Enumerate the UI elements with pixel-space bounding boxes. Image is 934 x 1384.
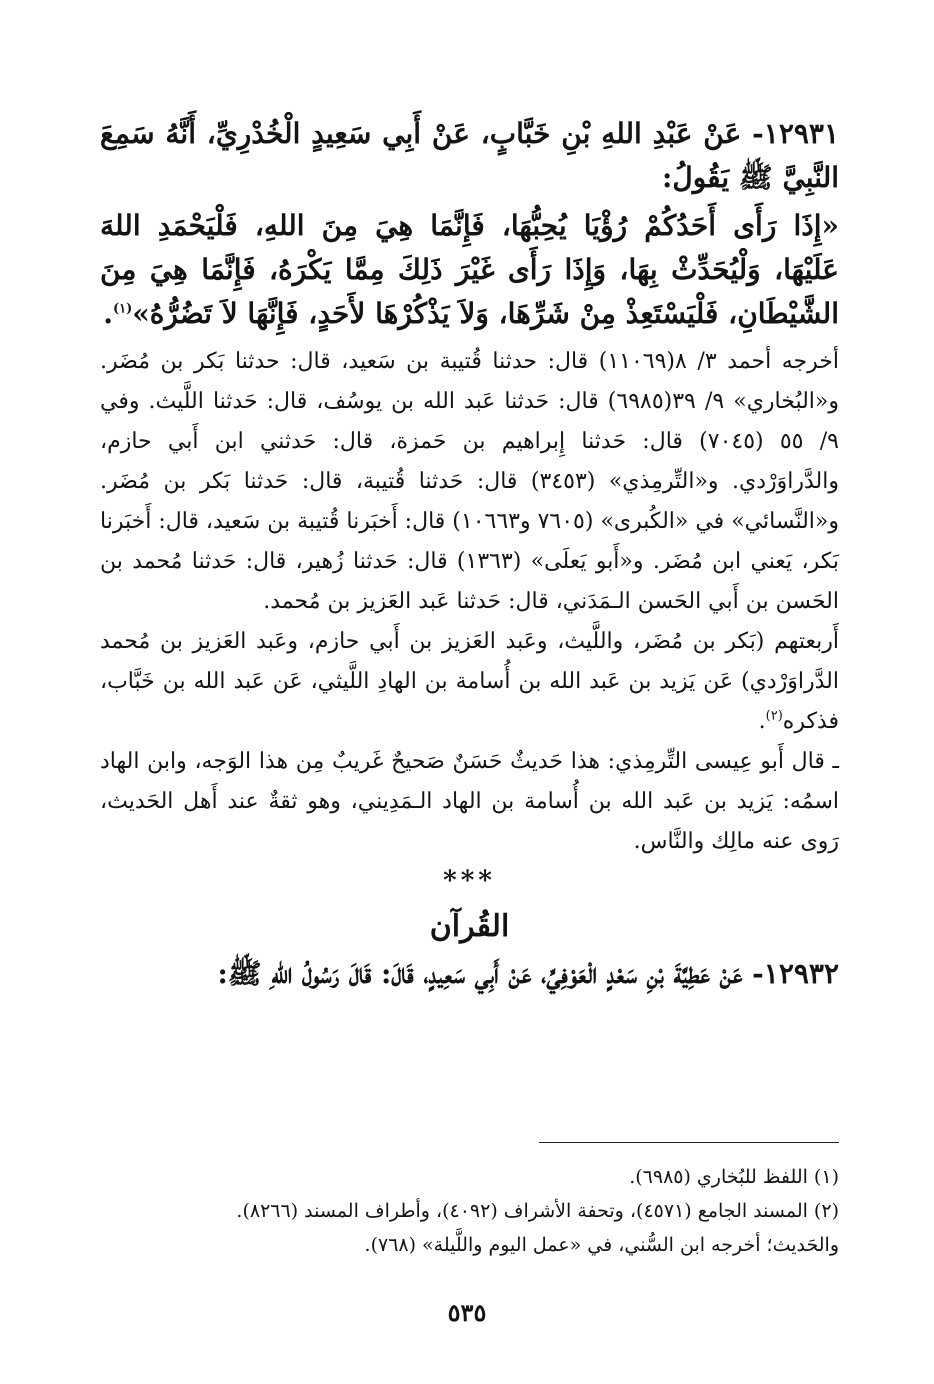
hadith-intro: ١٢٩٣١- عَنْ عَبْدِ اللهِ بْنِ خَبَّابٍ، عَنْ أَبِي سَعِيدٍ الْخُدْرِيِّ، أَنَّهُ سَمِعَ النَّبِيَّ ﷺ يَقُولُ: <box>100 117 839 194</box>
footnote-2-continued: والحَديث؛ أخرجه ابن السُّني، في «عمل اليوم واللَّيلة» (٧٦٨). <box>364 1234 839 1256</box>
page-body <box>100 112 839 996</box>
footnote-marker[interactable]: (٢) <box>765 708 783 724</box>
isnad-end: . <box>758 709 766 734</box>
hadith-matn <box>100 204 839 336</box>
footnote-2: (٢) المسند الجامع (٤٥٧١)، وتحفة الأشراف (٤٠٩٢)، وأطراف المسند (٨٢٦٦). <box>236 1200 839 1222</box>
footnotes <box>100 1160 839 1262</box>
footnote-1: (١) اللفظ للبُخاري (٦٩٨٥). <box>629 1166 839 1188</box>
matn-text: «إِذَا رَأَى أَحَدُكُمْ رُؤْيَا يُحِبُّهَا، فَإِنَّمَا هِيَ مِنَ اللهِ، فَلْيَحْمَدِ اللهَ عَلَيْهَا، وَلْيُحَدِّثْ بِهَا، وَإِذَا رَأَى غَيْرَ ذَلِكَ مِمَّا يَكْرَهُ، فَإِنَّمَا هِيَ مِنَ الشَّيْطَانِ، فَلْيَسْتَعِذْ مِنْ شَرِّهَا، وَلاَ يَذْكُرْهَا لأَحَدٍ، فَإِنَّهَا لاَ تَضُرُّهُ» <box>100 209 840 330</box>
section-separator: *** <box>443 866 496 896</box>
takhrij-paragraph: أخرجه أحمد ٣/ ٨(١١٠٦٩) قال: حدثنا قُتيبة بن سَعيد، قال: حدثنا بَكر بن مُضَر. و«البُخاري» ٩/ ٣٩(٦٩٨٥) قال: حَدثنا عَبد الله بن يوسُف، قال: حَدثنا اللَّيث. وفي ٩/ ٥٥ (٧٠٤٥) قال: حَدثنا إِبراهيم بن حَمزة، قال: حَدثني ابن أَبي حازم، والدَّراوَرْدي. و«التِّرمِذي» (٣٤٥٣) قال: حَدثنا قُتيبة، قال: حَدثنا بَكر بن مُضَر. و«النَّسائي» في «الكُبرى» (٧٦٠٥ و١٠٦٦٣) قال: أَخبَرنا قُتيبة بن سَعيد، قال: أَخبَرنا بَكر، يَعني ابن مُضَر. و«أَبو يَعلَى» (١٣٦٣) قال: حَدثنا زُهير، قال: حَدثنا مُحمد بن الحَسن بن أَبي الحَسن الـمَدَني، قال: حَدثنا عَبد العَزيز بن مُحمد. <box>100 349 839 614</box>
isnad-text: أَربعتهم (بَكر بن مُضَر، واللَّيث، وعَبد العَزيز بن أَبي حازم، وعَبد العَزيز بن مُحمد الدَّراوَرْدي) عَن يَزيد بن عَبد الله بن أُسامة بن الهادِ اللَّيثي، عَن عَبد الله بن خَبَّاب، فذكره <box>100 629 839 734</box>
matn-period: . <box>103 297 113 330</box>
hadith-intro-2: ١٢٩٣٢- عَنْ عَطِيَّةَ بْنِ سَعْدٍ الْعَوْفِيِّ، عَنْ أَبِي سَعِيدٍ، قَالَ: قَالَ رَسُولُ اللهِ ﷺ: <box>217 957 839 990</box>
section-title: القُرآن <box>429 909 510 944</box>
page-number: ٥٣٥ <box>447 1298 487 1327</box>
isnad-paragraph <box>100 622 839 742</box>
footnote-divider <box>539 1142 839 1143</box>
tirmidhi-note: ـ قال أَبو عِيسى التِّرمِذي: هذا حَديثٌ حَسَنٌ صَحيحٌ غَريبٌ مِن هذا الوَجه، وابن الهاد اسمُه: يَزيد بن عَبد الله بن أُسامة بن الهاد الـمَدِيني، وهو ثقةٌ عند أَهل الحَديث، رَوى عنه مالِك والنَّاس. <box>100 749 839 854</box>
footnote-marker[interactable]: (١) <box>112 301 133 317</box>
